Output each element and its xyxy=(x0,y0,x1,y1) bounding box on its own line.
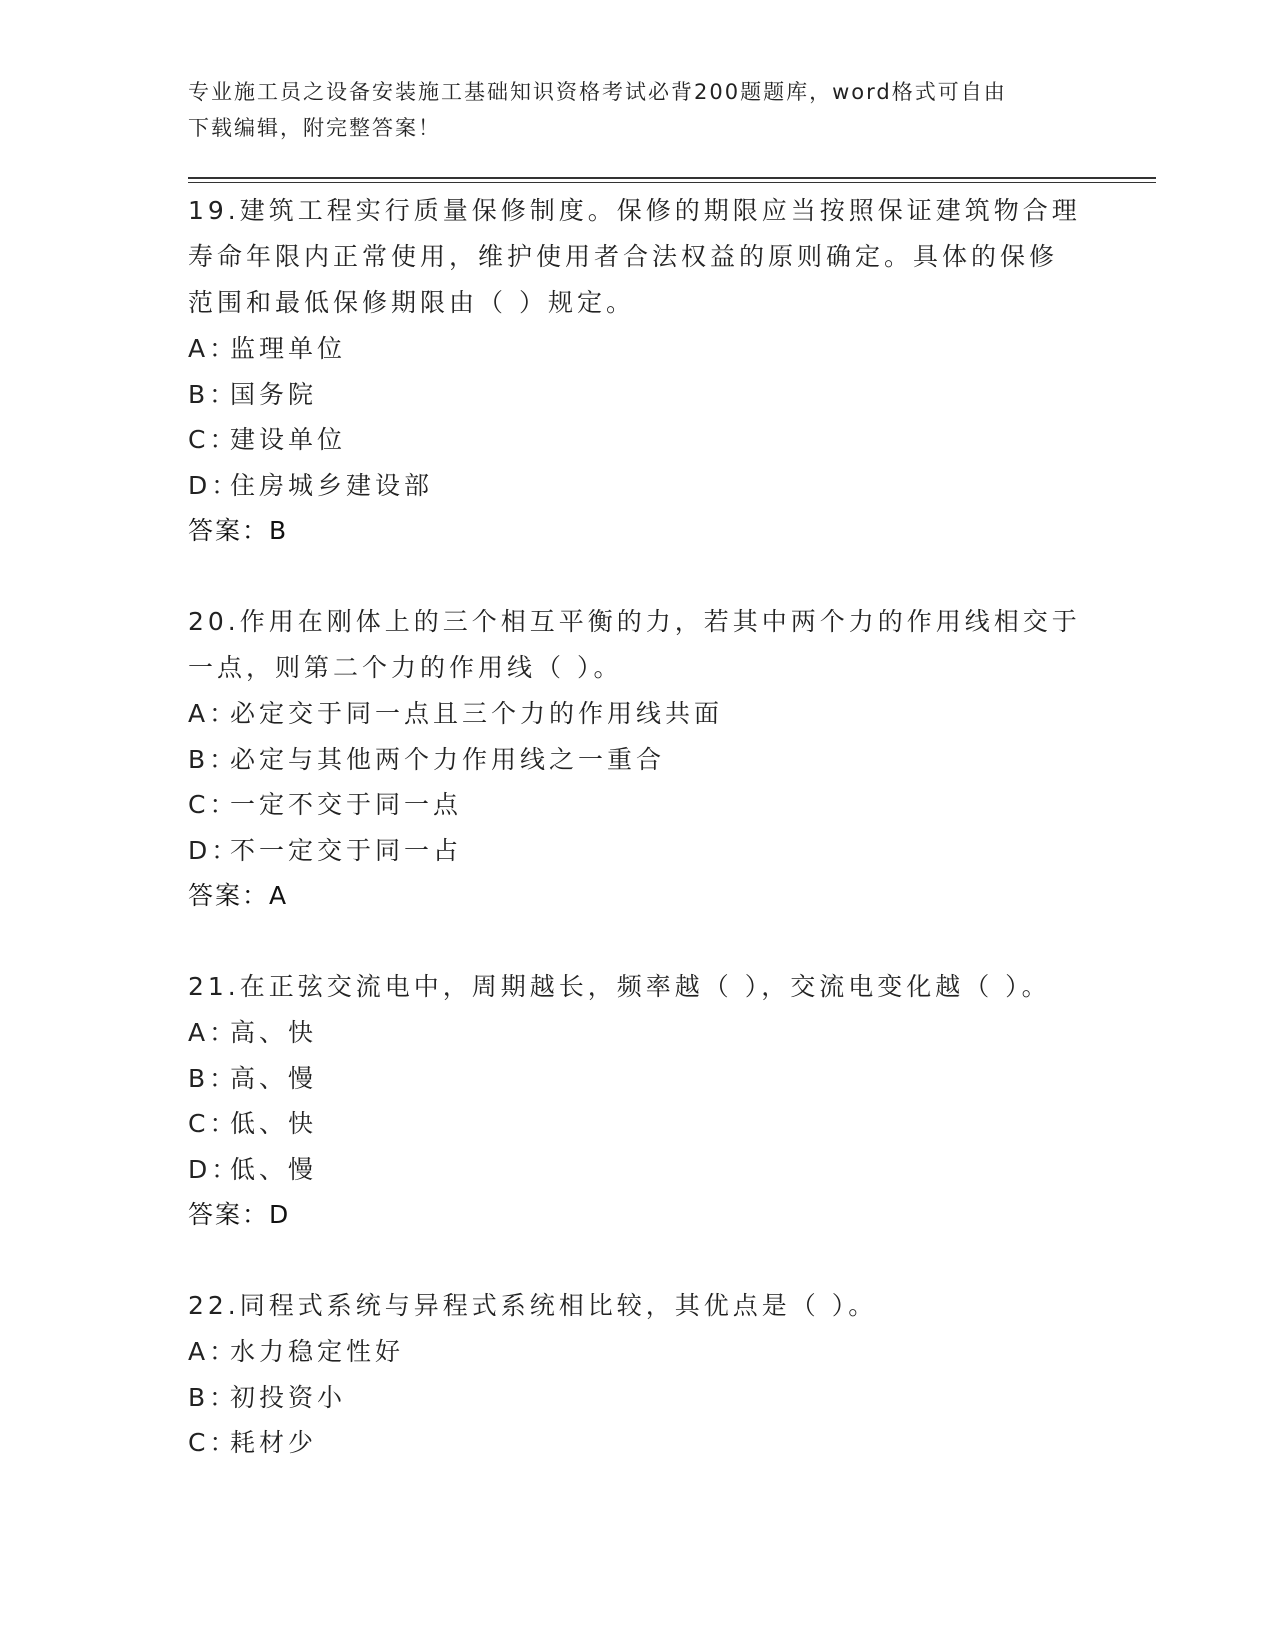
option-text: 初投资小 xyxy=(230,1382,347,1412)
question-22 xyxy=(188,1283,1088,1466)
answer-line: 答案：B xyxy=(188,516,289,545)
option-letter: C： xyxy=(188,1428,239,1457)
option-d xyxy=(188,828,1088,874)
option-letter: C： xyxy=(188,1109,239,1138)
option-text: 建设单位 xyxy=(230,425,347,454)
option-c xyxy=(188,1420,1088,1466)
answer-line: 答案：A xyxy=(188,881,289,910)
question-stem-line: 范围和最低保修期限由（ ）规定。 xyxy=(188,288,635,317)
question-stem-line: 22.同程式系统与异程式系统相比较，其优点是（ ）。 xyxy=(188,1291,878,1320)
option-a xyxy=(188,1329,1088,1375)
option-letter: D： xyxy=(188,1154,241,1184)
option-text: 高、慢 xyxy=(230,1063,318,1093)
option-letter: C： xyxy=(188,425,239,454)
option-letter: A： xyxy=(188,334,239,363)
header-divider-thin xyxy=(188,182,1156,183)
question-stem-line: 21.在正弦交流电中，周期越长，频率越（ ），交流电变化越（ ）。 xyxy=(188,972,1051,1001)
option-b xyxy=(188,1375,1088,1421)
option-text: 一定不交于同一点 xyxy=(230,790,463,819)
option-text: 不一定交于同一占 xyxy=(230,835,463,865)
header-title-line-1: 专业施工员之设备安装施工基础知识资格考试必背200题题库，word格式可自由 xyxy=(188,80,1007,104)
option-text: 低、慢 xyxy=(230,1154,318,1184)
option-a xyxy=(188,326,1088,372)
option-letter: B： xyxy=(188,379,239,409)
option-c xyxy=(188,417,1088,463)
option-c xyxy=(188,1101,1088,1147)
question-stem-line: 19.建筑工程实行质量保修制度。保修的期限应当按照保证建筑物合理 xyxy=(188,196,1081,225)
option-text: 耗材少 xyxy=(230,1428,318,1457)
option-text: 低、快 xyxy=(230,1109,318,1138)
option-c xyxy=(188,782,1088,828)
answer-line: 答案：D xyxy=(188,1200,291,1229)
option-letter: D： xyxy=(188,835,241,865)
option-text: 必定交于同一点且三个力的作用线共面 xyxy=(230,699,724,728)
question-stem-line: 一点，则第二个力的作用线（ ）。 xyxy=(188,653,623,682)
option-text: 水力稳定性好 xyxy=(230,1337,405,1366)
option-text: 住房城乡建设部 xyxy=(230,470,434,500)
question-stem-line: 20.作用在刚体上的三个相互平衡的力，若其中两个力的作用线相交于 xyxy=(188,607,1081,636)
option-a xyxy=(188,1010,1088,1056)
option-text: 必定与其他两个力作用线之一重合 xyxy=(230,744,666,774)
header-divider-thick xyxy=(188,177,1156,179)
option-letter: B： xyxy=(188,1382,239,1412)
option-letter: A： xyxy=(188,1337,239,1366)
question-stem-line: 寿命年限内正常使用，维护使用者合法权益的原则确定。具体的保修 xyxy=(188,242,1059,271)
option-text: 国务院 xyxy=(230,379,318,409)
option-letter: B： xyxy=(188,1063,239,1093)
option-text: 高、快 xyxy=(230,1018,318,1047)
option-text: 监理单位 xyxy=(230,334,347,363)
document-header xyxy=(188,74,1088,146)
option-b xyxy=(188,1056,1088,1102)
header-title-line-2: 下载编辑，附完整答案！ xyxy=(188,116,441,140)
option-d xyxy=(188,463,1088,509)
option-letter: B： xyxy=(188,744,239,774)
option-letter: A： xyxy=(188,1018,239,1047)
option-d xyxy=(188,1147,1088,1193)
option-letter: D： xyxy=(188,470,241,500)
option-letter: A： xyxy=(188,699,239,728)
question-20 xyxy=(188,599,1088,919)
option-a xyxy=(188,691,1088,737)
question-21 xyxy=(188,964,1088,1238)
option-letter: C： xyxy=(188,790,239,819)
option-b xyxy=(188,372,1088,418)
question-19 xyxy=(188,188,1088,554)
question-list xyxy=(188,188,1088,1511)
option-b xyxy=(188,737,1088,783)
